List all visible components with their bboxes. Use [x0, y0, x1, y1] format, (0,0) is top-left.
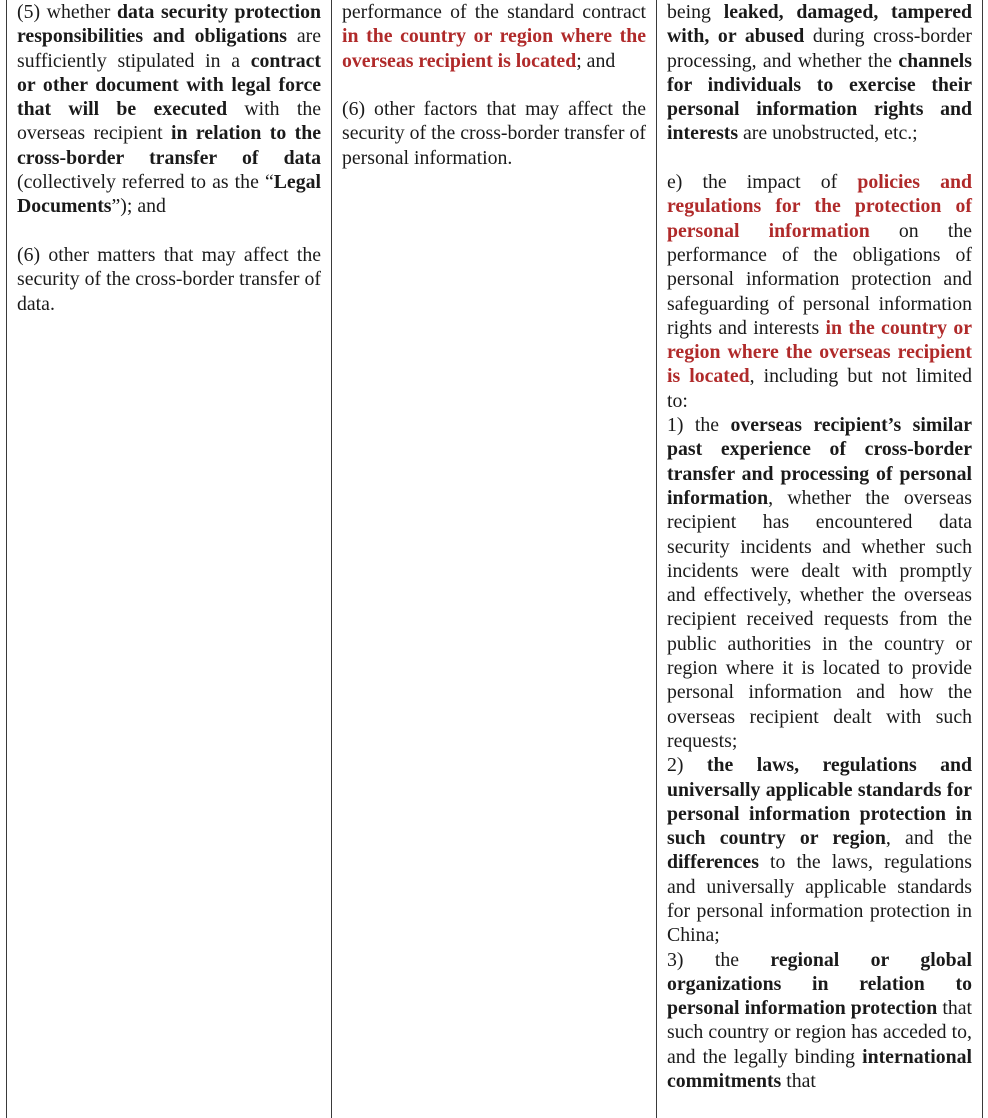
text-segment: with the overseas recipient [17, 98, 321, 145]
paragraph [667, 170, 972, 413]
text-segment: ; and [576, 49, 616, 72]
paragraph [342, 97, 646, 170]
paragraph [667, 413, 972, 753]
text-segment: (5) whether [17, 1, 117, 23]
text-segment: 2) [667, 754, 707, 777]
bold-text: in relation to the cross-border transfer of data [17, 122, 321, 169]
bold-text: the laws, regulations and universally applicable standards for personal information protection in such country or region [667, 754, 972, 850]
paragraph [17, 243, 321, 316]
text-segment: , whether the overseas recipient has encountered data security incidents and whether such incidents were dealt with promptly and effectively, whether the overseas recipient received requests from the public authorities in the country or region where it is located to provide personal information and how the overseas recipient dealt with such requests; [667, 486, 972, 752]
highlighted-text: in the country or region where the overseas recipient is located [667, 316, 972, 388]
text-segment: (6) other matters that may affect the security of the cross-border transfer of data. [17, 243, 321, 315]
text-segment: that such country or region has acceded to, and the legally binding [667, 997, 972, 1068]
text-segment: , including but not limited to: [667, 365, 972, 412]
paragraph [17, 0, 321, 219]
text-segment: (collectively referred to as the “ [17, 171, 274, 194]
text-segment: to the laws, regulations and universally applicable standards for personal information protection in China; [667, 851, 972, 947]
text-segment: e) the impact of [667, 171, 858, 194]
text-segment: during cross-border processing, and whether the [667, 25, 972, 72]
bold-text: data security protection responsibilities and obligations [17, 1, 321, 48]
table-column-1 [7, 0, 332, 1118]
highlighted-text: in the country or region where the overseas recipient is located [342, 25, 646, 72]
bold-text: regional or global organizations in relation to personal information protection [667, 948, 972, 1020]
bold-text: contract or other document with legal force that will be executed [17, 49, 321, 121]
text-segment: ”); and [111, 195, 166, 218]
text-segment: , and the [885, 827, 972, 850]
text-segment: 1) the [667, 414, 731, 437]
paragraph [667, 0, 972, 146]
bold-text: differences [667, 851, 759, 874]
bold-text: leaked, damaged, tampered with, or abused [667, 1, 972, 48]
text-segment: are unobstructed, etc.; [738, 122, 918, 145]
document-table [6, 0, 983, 1118]
text-segment: (6) other factors that may affect the security of the cross-border transfer of personal information. [342, 98, 646, 169]
bold-text: Legal Documents [17, 171, 321, 218]
table-column-2 [332, 0, 657, 1118]
text-segment: 3) the [667, 948, 771, 971]
text-segment: being [667, 1, 724, 23]
bold-text: channels for individuals to exercise their personal information rights and interests [667, 49, 972, 145]
text-segment: are sufficiently stipulated in a [17, 25, 321, 72]
bold-text: overseas recipient’s similar past experience of cross-border transfer and processing of personal information [667, 414, 972, 509]
table-column-3 [657, 0, 982, 1118]
paragraph [342, 0, 646, 73]
highlighted-text: policies and regulations for the protection of personal information [667, 171, 972, 242]
bold-text: international commitments [667, 1045, 972, 1093]
text-segment: that [781, 1070, 816, 1093]
text-segment: performance of the standard contract [342, 1, 646, 23]
paragraph [667, 753, 972, 947]
paragraph [667, 948, 972, 1094]
text-segment: on the performance of the obligations of personal information protection and safeguarding of personal information rights and interests [667, 219, 972, 339]
